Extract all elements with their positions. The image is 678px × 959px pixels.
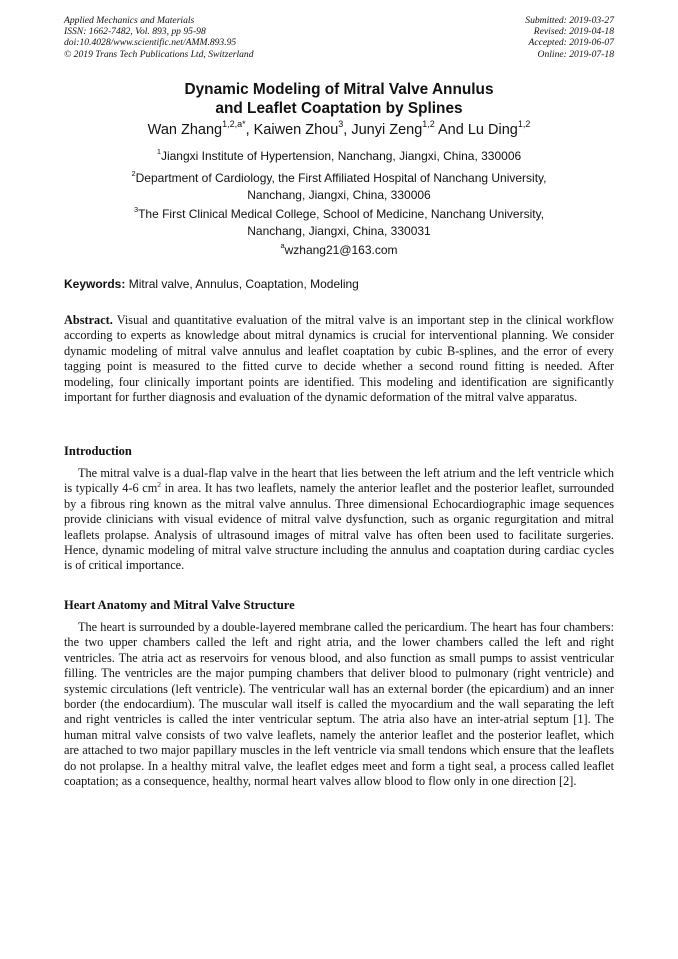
affil-text: Department of Cardiology, the First Affiliated Hospital of Nanchang University, — [135, 171, 547, 185]
date-submitted: Submitted: 2019-03-27 — [525, 15, 614, 26]
introduction-text — [64, 466, 614, 574]
anatomy-heading: Heart Anatomy and Mitral Valve Structure — [64, 598, 295, 612]
affil-text: Nanchang, Jiangxi, China, 330031 — [247, 224, 431, 238]
journal-copyright: © 2019 Trans Tech Publications Ltd, Switzerland — [64, 48, 254, 60]
affil-mark: 1 — [156, 147, 161, 157]
keywords-label: Keywords: — [64, 277, 126, 291]
introduction-heading: Introduction — [64, 444, 132, 458]
anatomy-text: The heart is surrounded by a double-layered membrane called the pericardium. The heart has four chambers: the two upper chambers called the left and right atria, and the lower chambers called the left and right ventricles. The atria act as reservoirs for venous blood, and also function as small pumps to assist ventricular filling. The ventricles are the major pumping chambers that deliver blood to pulmonary (right ventricle) and systemic circulations (left ventricle). The ventricular wall has an external border (the epicardium) and an inner border (the endocardium). The muscular wall itself is called the myocardium and the wall separating the left and right ventricles is called the inter ventricular septum. The atria also have an inter-atrial septum [1]. The human mitral valve consists of two valve leaflets, namely the anterior leaflet and the posterior leaflet, which are attached to two major papillary muscles in the left ventricle via small tendons which ensure that the leaflets do not prolapse. In a healthy mitral valve, the leaflet edges meet and form a tight seal, a process called leaflet coaptation; as a consequence, healthy, normal heart valves allow blood to flow only in one direction [2]. — [64, 620, 614, 789]
journal-doi: doi:10.4028/www.scientific.net/AMM.893.95 — [64, 37, 237, 49]
affiliation-2 — [60, 170, 618, 204]
affiliation-3 — [60, 206, 618, 240]
journal-header — [64, 15, 614, 60]
intro-text-part-1: The mitral valve is a dual-flap valve in the heart that lies between the left atrium and the left ventricle which is typically 4-6 cm — [64, 466, 614, 496]
keywords-text: Mitral valve, Annulus, Coaptation, Modeling — [128, 277, 359, 291]
paper-title — [60, 80, 618, 118]
journal-issn: ISSN: 1662-7482, Vol. 893, pp 95-98 — [64, 26, 206, 38]
title-line-2: and Leaflet Coaptation by Splines — [215, 100, 463, 117]
abstract-text: Visual and quantitative evaluation of the mitral valve is an important step in the clinical workflow according to experts as knowledge about mitral dynamics is crucial for interventional planning. We consider dynamic modeling of mitral valve annulus and leaflet coaptation by cubic B-splines, and the error of every tagging point is measured to the fitted curve to decide whether a second round fitting is needed. After modeling, four clinically important points are identified. This modeling and identification are significantly important for further diagnosis and evaluation of the dynamic deformation of the mitral valve apparatus. — [64, 313, 614, 405]
submission-dates — [525, 15, 614, 60]
author-affil-mark: 3 — [338, 119, 344, 130]
intro-superscript: 2 — [157, 479, 162, 489]
title-line-1: Dynamic Modeling of Mitral Valve Annulus — [184, 81, 494, 98]
affil-mark: 3 — [133, 205, 139, 215]
author-affil-mark: 1,2 — [422, 119, 435, 130]
email-mark: a — [280, 241, 285, 251]
author-name: Junyi Zeng — [351, 122, 423, 138]
author-list — [40, 121, 638, 139]
author-name: Wan Zhang — [147, 122, 223, 138]
intro-text-part-2: in area. It has two leaflets, namely the anterior leaflet and the posterior leaflet, surrounded by a fibrous ring known as the mitral valve annulus. Three dimensional Echocardiographic image sequences provide clinicians with visual evidence of mitral valve dysfunction, such as organic regurgitation and mitral leaflets prolapse. Analysis of ultrasound images of mitral valve has often been used to facilitate surgeries. Hence, dynamic modeling of mitral valve structure including the annulus and coaptation during cardiac cycles is of critical importance. — [64, 481, 614, 573]
abstract — [64, 313, 614, 405]
journal-name: Applied Mechanics and Materials — [64, 15, 195, 26]
author-affil-mark: 1,2,a* — [222, 119, 246, 130]
affil-text: Jiangxi Institute of Hypertension, Nanchang, Jiangxi, China, 330006 — [160, 149, 522, 163]
affiliation-1 — [60, 148, 618, 165]
affil-text: Nanchang, Jiangxi, China, 330006 — [247, 188, 431, 202]
corresponding-email — [60, 242, 618, 259]
journal-info — [64, 15, 254, 60]
author-affil-mark: 1,2 — [517, 119, 531, 130]
affil-text: The First Clinical Medical College, School of Medicine, Nanchang University, — [138, 207, 545, 221]
author-name: Kaiwen Zhou — [253, 122, 339, 138]
author-separator: , — [245, 122, 254, 138]
keywords — [64, 277, 614, 292]
date-online: Online: 2019-07-18 — [537, 48, 614, 60]
abstract-label: Abstract. — [64, 313, 113, 327]
affil-mark: 2 — [131, 169, 136, 179]
author-name: Lu Ding — [467, 122, 518, 138]
email-address: wzhang21@163.com — [284, 243, 398, 257]
date-accepted: Accepted: 2019-06-07 — [528, 37, 614, 49]
author-separator: And — [434, 122, 468, 138]
date-revised: Revised: 2019-04-18 — [533, 26, 614, 38]
author-separator: , — [343, 122, 352, 138]
